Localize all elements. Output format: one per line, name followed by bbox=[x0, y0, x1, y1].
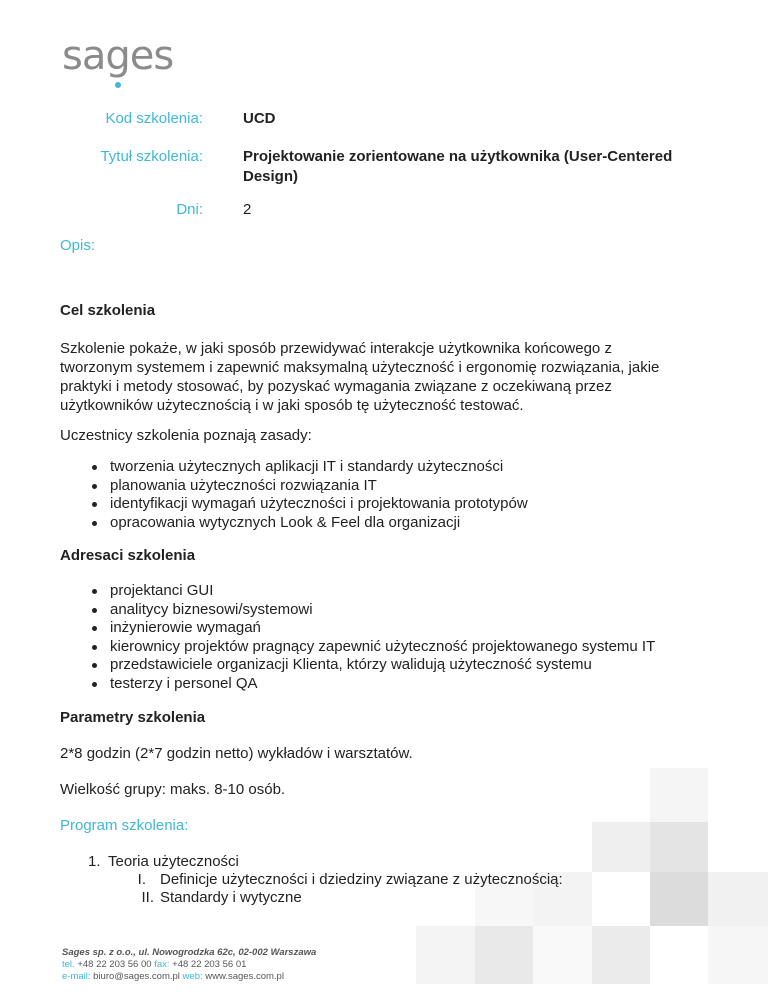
parametry-hours: 2*8 godzin (2*7 godzin netto) wykładów i warsztatów. bbox=[60, 745, 413, 762]
logo-text-end: es bbox=[129, 33, 174, 79]
opis-label: Opis: bbox=[60, 237, 96, 254]
days-value: 2 bbox=[243, 201, 252, 218]
logo-letter-g: g bbox=[105, 36, 129, 76]
list-item: projektanci GUI bbox=[92, 582, 655, 601]
parametry-group: Wielkość grupy: maks. 8-10 osób. bbox=[60, 781, 286, 798]
code-label: Kod szkolenia: bbox=[105, 110, 203, 127]
cel-list bbox=[92, 458, 528, 532]
footer-tel: +48 22 203 56 00 bbox=[77, 959, 152, 970]
footer-company: Sages sp. z o.o., ul. Nowogrodzka 62c, 02-002 Warszawa bbox=[62, 947, 317, 958]
footer-email-link[interactable]: biuro@sages.com.pl bbox=[93, 971, 180, 982]
parametry-heading: Parametry szkolenia bbox=[60, 709, 206, 726]
title-label: Tytuł szkolenia: bbox=[100, 148, 203, 165]
program-item: Teoria użyteczności bbox=[108, 853, 239, 870]
list-item: opracowania wytycznych Look & Feel dla organizacji bbox=[92, 514, 528, 533]
cel-paragraph: Szkolenie pokaże, w jaki sposób przewidywać interakcje użytkownika końcowego z tworzonym systemem i zapewnić maksymalną użyteczność i ergonomię rozwiązania, jakie praktyki i metody stosować, by pozyskać wymagania związane z oczekiwaną przez użytkowników użytecznością i w jaki sposób tę użyteczność testować. bbox=[60, 340, 660, 414]
logo-dot-icon bbox=[115, 82, 121, 88]
footer-contacts: e-mail: biuro@sages.com.pl web: www.sages.com.pl bbox=[62, 971, 284, 982]
program-subitem: Definicje użyteczności i dziedziny związane z użytecznością: bbox=[160, 871, 563, 888]
logo-text-start: sa bbox=[62, 33, 106, 79]
sages-logo bbox=[62, 33, 174, 79]
title-value: Projektowanie zorientowane na użytkownika (User-Centered Design) bbox=[243, 148, 673, 185]
list-item: inżynierowie wymagań bbox=[92, 619, 655, 638]
program-subitem-number: II. bbox=[141, 889, 154, 906]
footer-phones: tel. +48 22 203 56 00 fax: +48 22 203 56 01 bbox=[62, 959, 247, 970]
cel-heading: Cel szkolenia bbox=[60, 302, 156, 319]
footer-fax: +48 22 203 56 01 bbox=[172, 959, 247, 970]
program-subitem: Standardy i wytyczne bbox=[160, 889, 302, 906]
footer-web-link[interactable]: www.sages.com.pl bbox=[205, 971, 284, 982]
program-subitem-number: I. bbox=[137, 871, 146, 888]
list-item: testerzy i personel QA bbox=[92, 675, 655, 694]
list-item: planowania użyteczności rozwiązania IT bbox=[92, 477, 528, 496]
list-item: identyfikacji wymagań użyteczności i projektowania prototypów bbox=[92, 495, 528, 514]
footer bbox=[62, 947, 316, 983]
list-item: kierownicy projektów pragnący zapewnić użyteczność projektowanego systemu IT bbox=[92, 638, 655, 657]
code-value: UCD bbox=[243, 110, 276, 127]
program-item-number: 1. bbox=[88, 853, 101, 870]
list-item: tworzenia użytecznych aplikacji IT i standardy użyteczności bbox=[92, 458, 528, 477]
program-heading: Program szkolenia: bbox=[60, 817, 189, 834]
cel-intro: Uczestnicy szkolenia poznają zasady: bbox=[60, 427, 312, 444]
list-item: analitycy biznesowi/systemowi bbox=[92, 601, 655, 620]
list-item: przedstawiciele organizacji Klienta, którzy walidują użyteczność systemu bbox=[92, 656, 655, 675]
adresaci-heading: Adresaci szkolenia bbox=[60, 547, 196, 564]
days-label: Dni: bbox=[176, 201, 203, 218]
adresaci-list bbox=[92, 582, 655, 693]
